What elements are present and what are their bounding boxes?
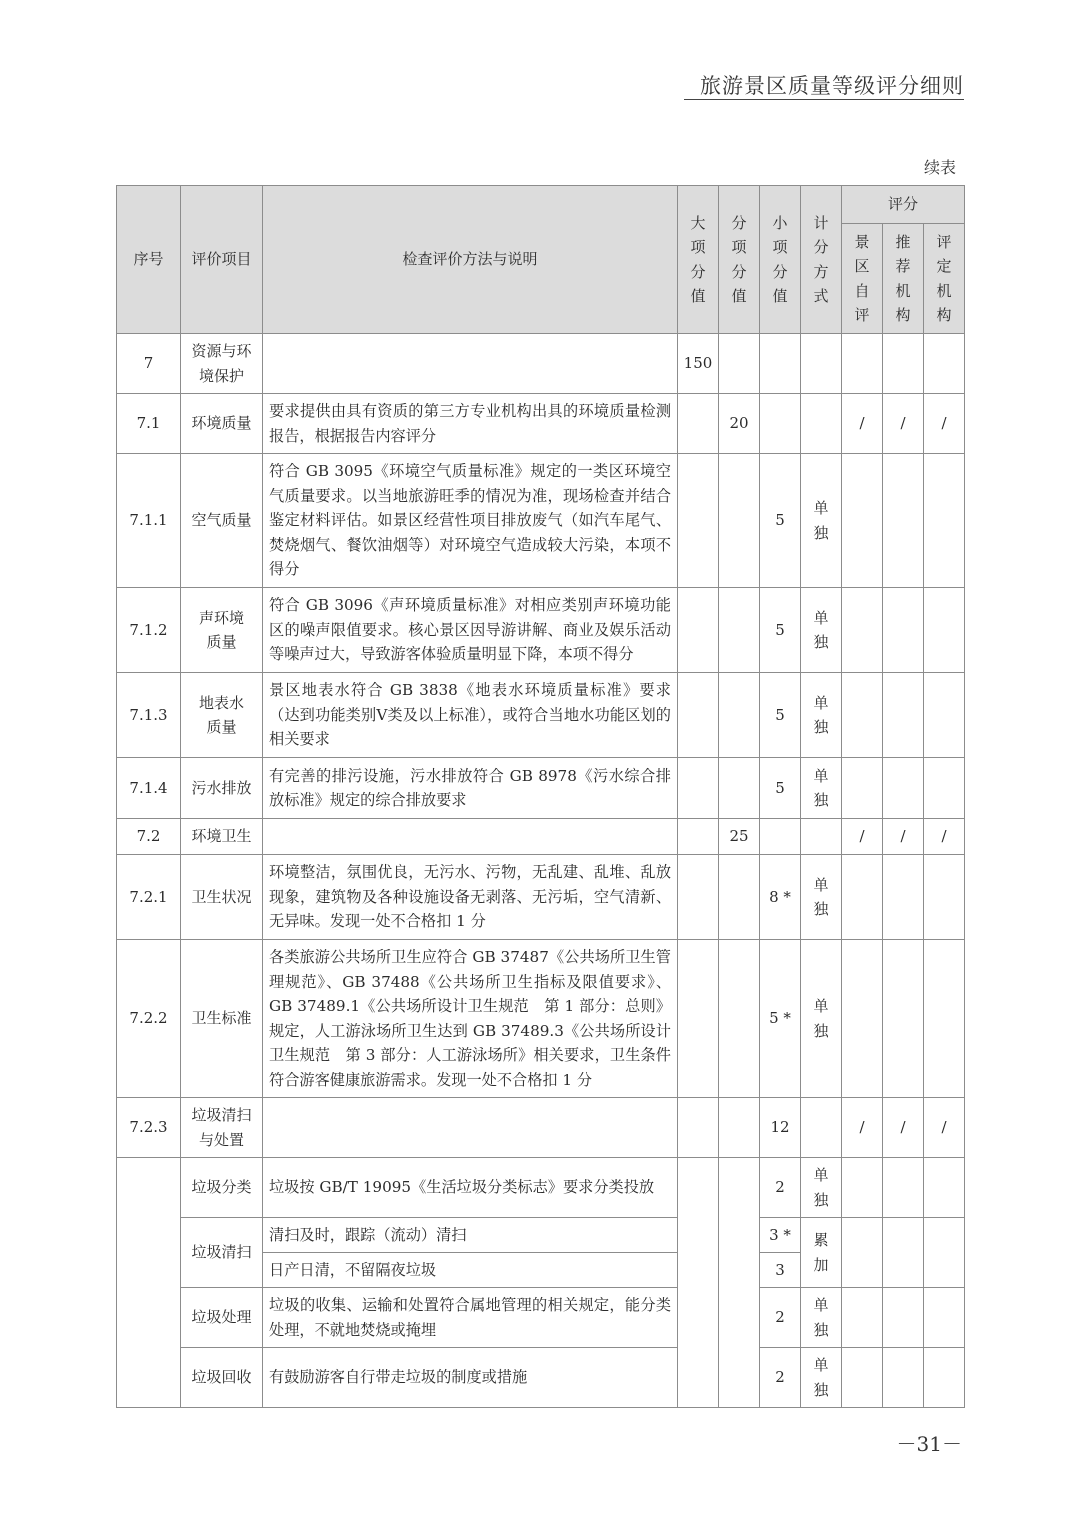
row-serial: 7.2	[117, 819, 181, 855]
row-item: 垃圾清扫与处置	[181, 1098, 263, 1158]
row-sub: 25	[719, 819, 760, 855]
row-recommend	[883, 1348, 924, 1408]
continued-label: 续表	[923, 158, 956, 177]
row-assess: /	[924, 1098, 965, 1158]
row-sub	[719, 940, 760, 1098]
row-recommend	[883, 673, 924, 758]
running-title: 旅游景区质量等级评分细则	[700, 74, 964, 98]
table-row	[117, 819, 965, 855]
table-row	[117, 1098, 965, 1158]
row-item: 卫生标准	[181, 940, 263, 1098]
row-major	[678, 394, 719, 454]
row-recommend	[883, 1288, 924, 1348]
row-self	[842, 758, 883, 819]
row-desc	[263, 819, 678, 855]
row-assess	[924, 1348, 965, 1408]
row-desc: 垃圾按 GB/T 19095《生活垃圾分类标志》要求分类投放	[263, 1158, 678, 1218]
col-item: 评价项目	[181, 186, 263, 334]
table-row	[117, 758, 965, 819]
row-assess	[924, 1218, 965, 1288]
page-number: －31－	[896, 1432, 962, 1456]
row-desc: 要求提供由具有资质的第三方专业机构出具的环境质量检测报告，根据报告内容评分	[263, 394, 678, 454]
row-method: 单独	[801, 673, 842, 758]
row-minor	[760, 819, 801, 855]
row-minor: 5 *	[760, 940, 801, 1098]
row-item: 环境卫生	[181, 819, 263, 855]
row-method: 累加	[801, 1218, 842, 1288]
row-sub	[719, 758, 760, 819]
row-desc: 垃圾的收集、运输和处置符合属地管理的相关规定，能分类处理，不就地焚烧或掩埋	[263, 1288, 678, 1348]
row-major	[678, 673, 719, 758]
row-method: 单独	[801, 855, 842, 940]
row-minor: 3	[760, 1253, 801, 1288]
row-major	[678, 855, 719, 940]
row-method	[801, 334, 842, 394]
row-assess	[924, 454, 965, 588]
row-major	[678, 819, 719, 855]
row-serial: 7.1	[117, 394, 181, 454]
row-desc: 日产日清，不留隔夜垃圾	[263, 1253, 678, 1288]
row-recommend	[883, 1218, 924, 1288]
table-row	[117, 454, 965, 588]
table-row	[117, 940, 965, 1098]
table-row	[117, 1288, 965, 1348]
row-item: 地表水质量	[181, 673, 263, 758]
row-sub	[719, 454, 760, 588]
row-desc: 景区地表水符合 GB 3838《地表水环境质量标准》要求（达到功能类别Ⅴ类及以上标准），或符合当地水功能区划的相关要求	[263, 673, 678, 758]
row-self	[842, 1288, 883, 1348]
row-self	[842, 940, 883, 1098]
table-row	[117, 1218, 965, 1253]
row-serial: 7	[117, 334, 181, 394]
col-minor-score: 小项分值	[760, 186, 801, 334]
row-serial: 7.1.3	[117, 673, 181, 758]
row-item: 卫生状况	[181, 855, 263, 940]
col-self-assessment: 景区自评	[842, 224, 883, 334]
row-serial: 7.2.1	[117, 855, 181, 940]
row-recommend: /	[883, 394, 924, 454]
row-recommend	[883, 1158, 924, 1218]
row-assess	[924, 334, 965, 394]
row-desc	[263, 1098, 678, 1158]
row-self	[842, 1158, 883, 1218]
row-minor: 2	[760, 1288, 801, 1348]
row-self	[842, 454, 883, 588]
row-desc: 有完善的排污设施，污水排放符合 GB 8978《污水综合排放标准》规定的综合排放要求	[263, 758, 678, 819]
row-item: 空气质量	[181, 454, 263, 588]
row-method: 单独	[801, 1348, 842, 1408]
col-sub-score: 分项分值	[719, 186, 760, 334]
row-major	[678, 940, 719, 1098]
row-minor: 2	[760, 1348, 801, 1408]
row-sub	[719, 855, 760, 940]
row-item: 垃圾清扫	[181, 1218, 263, 1288]
row-recommend	[883, 758, 924, 819]
row-sub	[719, 673, 760, 758]
row-self: /	[842, 819, 883, 855]
row-desc: 清扫及时，跟踪（流动）清扫	[263, 1218, 678, 1253]
table-row	[117, 673, 965, 758]
row-serial-blank	[117, 1158, 181, 1408]
row-desc	[263, 334, 678, 394]
col-major-score: 大项分值	[678, 186, 719, 334]
col-score-group: 评分	[842, 186, 965, 224]
row-assess: /	[924, 819, 965, 855]
row-serial: 7.2.3	[117, 1098, 181, 1158]
row-method: 单独	[801, 588, 842, 673]
row-major	[678, 588, 719, 673]
row-method: 单独	[801, 1158, 842, 1218]
row-method: 单独	[801, 940, 842, 1098]
row-item: 资源与环境保护	[181, 334, 263, 394]
col-scoring-method: 计分方式	[801, 186, 842, 334]
row-recommend: /	[883, 1098, 924, 1158]
row-method	[801, 394, 842, 454]
row-minor	[760, 394, 801, 454]
row-sub: 20	[719, 394, 760, 454]
row-self: /	[842, 1098, 883, 1158]
col-recommending-agency: 推荐机构	[883, 224, 924, 334]
row-minor	[760, 334, 801, 394]
row-self	[842, 334, 883, 394]
table-row	[117, 1348, 965, 1408]
row-sub	[719, 334, 760, 394]
row-assess	[924, 1158, 965, 1218]
row-assess	[924, 940, 965, 1098]
scoring-table	[116, 185, 965, 1408]
row-item: 垃圾回收	[181, 1348, 263, 1408]
row-self	[842, 1218, 883, 1288]
table-row	[117, 588, 965, 673]
row-minor: 5	[760, 758, 801, 819]
row-minor: 8 *	[760, 855, 801, 940]
row-recommend	[883, 334, 924, 394]
row-minor: 3 *	[760, 1218, 801, 1253]
row-item: 垃圾处理	[181, 1288, 263, 1348]
row-serial: 7.1.4	[117, 758, 181, 819]
row-self: /	[842, 394, 883, 454]
row-self	[842, 673, 883, 758]
row-method: 单独	[801, 454, 842, 588]
row-sub-blank	[719, 1158, 760, 1408]
row-recommend: /	[883, 819, 924, 855]
row-assess: /	[924, 394, 965, 454]
row-serial: 7.2.2	[117, 940, 181, 1098]
row-method	[801, 1098, 842, 1158]
row-assess	[924, 673, 965, 758]
row-item: 污水排放	[181, 758, 263, 819]
table-row	[117, 334, 965, 394]
row-major: 150	[678, 334, 719, 394]
row-desc: 各类旅游公共场所卫生应符合 GB 37487《公共场所卫生管理规范》、GB 37488《公共场所卫生指标及限值要求》、GB 37489.1《公共场所设计卫生规范 第 1 部分：总则》规定，人工游泳场所卫生达到 GB 37489.3《公共场所设计卫生规范 第 3 部分：人工游泳场所》相关要求，卫生条件符合游客健康旅游需求。发现一处不合格扣 1 分	[263, 940, 678, 1098]
row-self	[842, 855, 883, 940]
col-serial: 序号	[117, 186, 181, 334]
row-minor: 2	[760, 1158, 801, 1218]
header-rule	[684, 99, 964, 100]
row-sub	[719, 1098, 760, 1158]
row-assess	[924, 588, 965, 673]
row-major	[678, 1098, 719, 1158]
row-recommend	[883, 940, 924, 1098]
row-minor: 12	[760, 1098, 801, 1158]
row-recommend	[883, 454, 924, 588]
row-item: 声环境质量	[181, 588, 263, 673]
row-method: 单独	[801, 1288, 842, 1348]
row-self	[842, 588, 883, 673]
row-minor: 5	[760, 588, 801, 673]
table-row	[117, 1158, 965, 1218]
row-recommend	[883, 855, 924, 940]
row-assess	[924, 855, 965, 940]
row-minor: 5	[760, 454, 801, 588]
table-row	[117, 394, 965, 454]
row-recommend	[883, 588, 924, 673]
table-row	[117, 855, 965, 940]
row-desc: 符合 GB 3096《声环境质量标准》对相应类别声环境功能区的噪声限值要求。核心景区因导游讲解、商业及娱乐活动等噪声过大，导致游客体验质量明显下降，本项不得分	[263, 588, 678, 673]
row-item: 环境质量	[181, 394, 263, 454]
row-desc: 环境整洁，氛围优良，无污水、污物，无乱建、乱堆、乱放现象，建筑物及各种设施设备无剥落、无污垢，空气清新、无异味。发现一处不合格扣 1 分	[263, 855, 678, 940]
row-major	[678, 454, 719, 588]
row-self	[842, 1348, 883, 1408]
row-sub	[719, 588, 760, 673]
row-method: 单独	[801, 758, 842, 819]
row-major-blank	[678, 1158, 719, 1408]
row-item: 垃圾分类	[181, 1158, 263, 1218]
col-assessing-agency: 评定机构	[924, 224, 965, 334]
col-method: 检查评价方法与说明	[263, 186, 678, 334]
row-desc: 有鼓励游客自行带走垃圾的制度或措施	[263, 1348, 678, 1408]
row-major	[678, 758, 719, 819]
row-assess	[924, 758, 965, 819]
row-method	[801, 819, 842, 855]
row-desc: 符合 GB 3095《环境空气质量标准》规定的一类区环境空气质量要求。以当地旅游旺季的情况为准，现场检查并结合鉴定材料评估。如景区经营性项目排放废气（如汽车尾气、焚烧烟气、餐饮油烟等）对环境空气造成较大污染，本项不得分	[263, 454, 678, 588]
row-assess	[924, 1288, 965, 1348]
row-serial: 7.1.1	[117, 454, 181, 588]
row-serial: 7.1.2	[117, 588, 181, 673]
row-minor: 5	[760, 673, 801, 758]
